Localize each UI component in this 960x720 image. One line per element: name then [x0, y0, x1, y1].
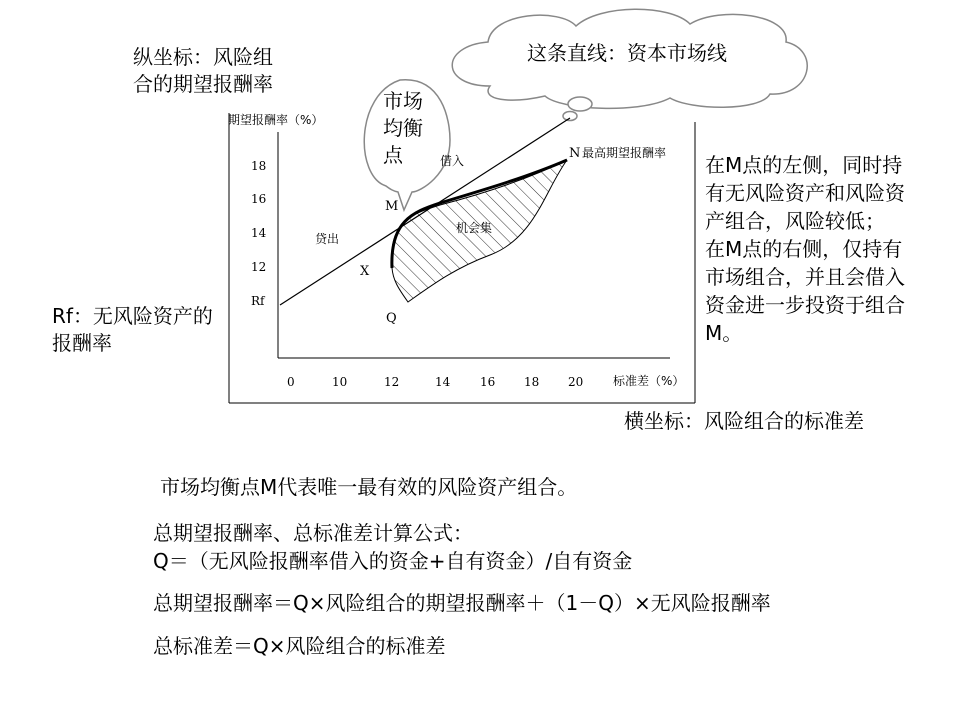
- x-tick-12: 12: [384, 375, 400, 389]
- x-tick-20: 20: [568, 375, 584, 389]
- cloud-text: 这条直线：资本市场线: [527, 41, 727, 65]
- label-max-return: 最高期望报酬率: [582, 146, 667, 160]
- x-tick-16: 16: [480, 375, 496, 389]
- rf-note-line2: 报酬率: [52, 331, 112, 355]
- right-note-line1: 在M点的左侧，同时持: [705, 153, 903, 177]
- y-axis-label: 期望报酬率（%）: [228, 113, 324, 127]
- x-axis-note: 横坐标：风险组合的标准差: [624, 409, 864, 433]
- right-note-line7: M。: [705, 321, 743, 345]
- label-lend: 贷出: [315, 232, 340, 246]
- right-note-line5: 市场组合，并且会借入: [705, 265, 905, 289]
- y-tick-rf: Rf: [251, 294, 265, 308]
- label-opportunity-set: 机会集: [456, 221, 493, 235]
- point-n: N: [569, 146, 581, 161]
- formula-title: 总期望报酬率、总标准差计算公式：: [153, 521, 473, 545]
- y-axis-note-line1: 纵坐标：风险组: [133, 45, 273, 69]
- y-tick-14: 14: [251, 226, 267, 240]
- point-m: M: [385, 199, 399, 214]
- x-tick-10: 10: [332, 375, 348, 389]
- point-q: Q: [386, 311, 397, 326]
- formula-return: 总期望报酬率＝Q×风险组合的期望报酬率＋（1－Q）×无风险报酬率: [153, 591, 771, 615]
- x-tick-18: 18: [524, 375, 540, 389]
- formula-q: Q＝（无风险报酬率借入的资金+自有资金）/自有资金: [153, 549, 633, 573]
- bubble-text-line2: 均衡: [383, 116, 423, 140]
- x-tick-0: 0: [287, 375, 295, 389]
- x-tick-14: 14: [435, 375, 451, 389]
- y-tick-16: 16: [251, 192, 267, 206]
- right-note-line4: 在M点的右侧，仅持有: [705, 237, 903, 261]
- x-axis-label: 标准差（%）: [613, 374, 685, 388]
- bubble-text-line1: 市场: [383, 89, 423, 113]
- y-axis-note-line2: 合的期望报酬率: [133, 72, 273, 96]
- right-note-line2: 有无风险资产和风险资: [705, 181, 905, 205]
- bubble-text-line3: 点: [383, 143, 403, 167]
- y-tick-12: 12: [251, 260, 267, 274]
- right-note-line6: 资金进一步投资于组合: [705, 293, 905, 317]
- point-x: X: [360, 264, 370, 279]
- formula-std: 总标准差＝Q×风险组合的标准差: [153, 634, 446, 658]
- summary-text: 市场均衡点M代表唯一最有效的风险资产组合。: [160, 475, 578, 499]
- y-tick-18: 18: [251, 159, 267, 173]
- rf-note-line1: Rf：无风险资产的: [52, 304, 213, 328]
- right-note-line3: 产组合，风险较低；: [705, 209, 885, 233]
- label-borrow: 借入: [440, 154, 465, 168]
